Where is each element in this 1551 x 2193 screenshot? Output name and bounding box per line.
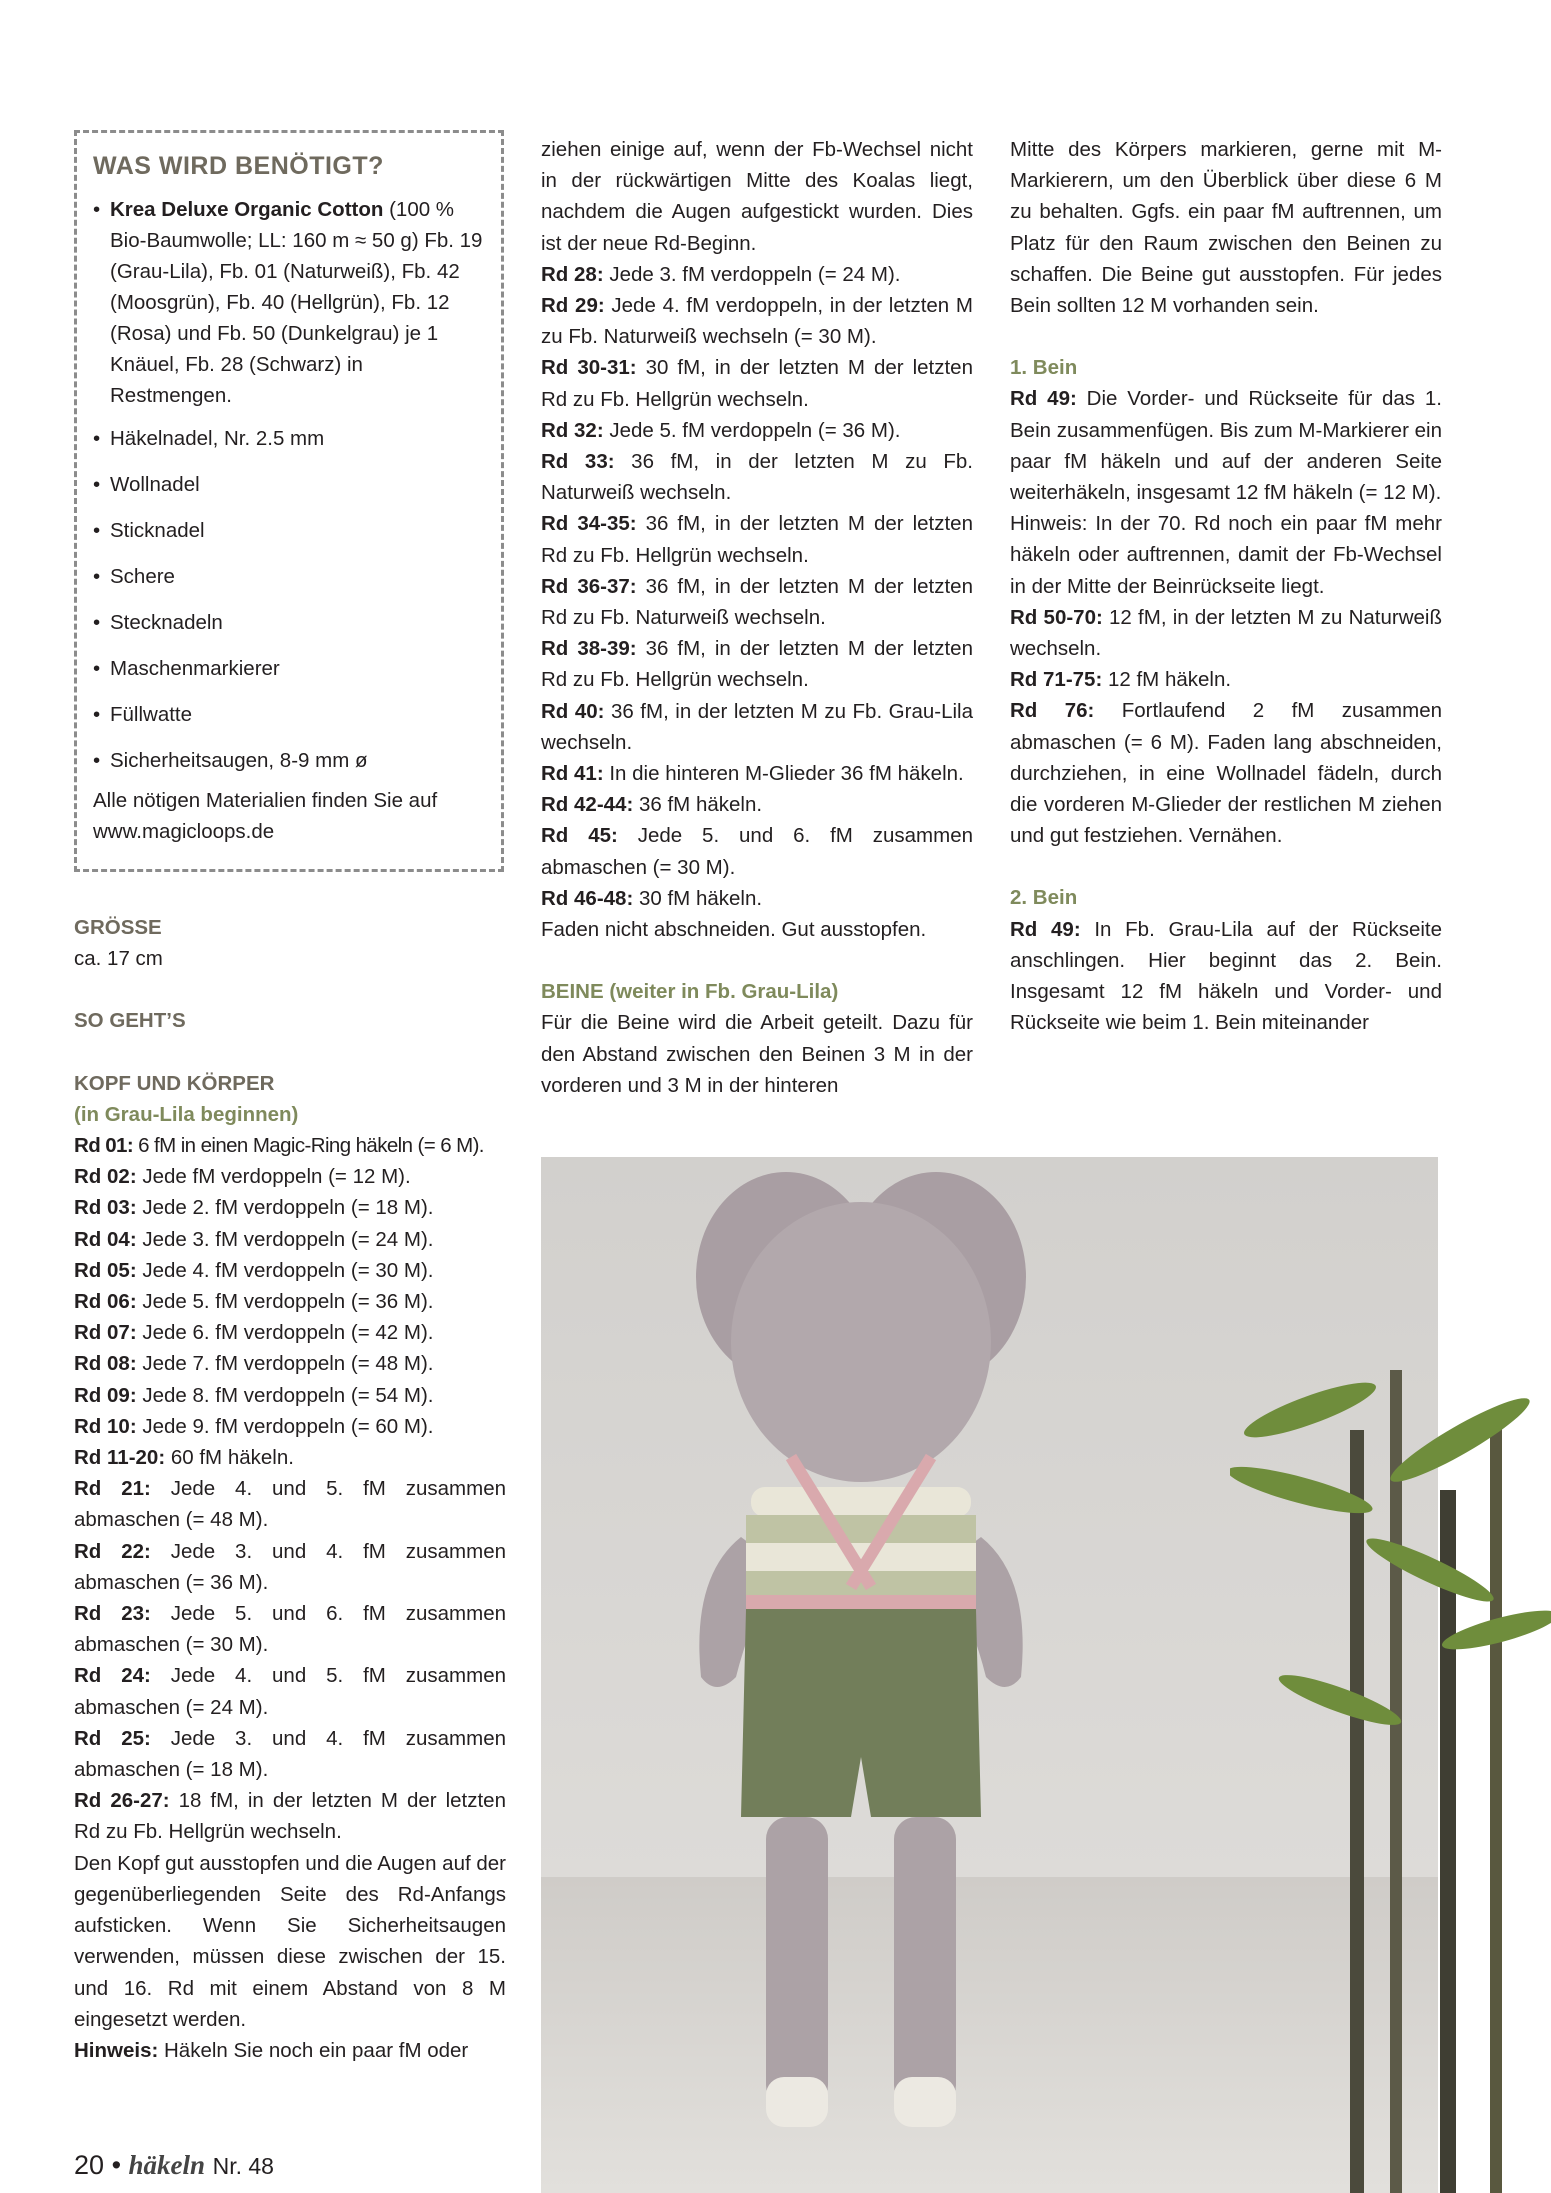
row-instruction: Rd 08: Jede 7. fM verdoppeln (= 48 M). [74, 1352, 434, 1376]
size-value: ca. 17 cm [74, 947, 163, 971]
continued-paragraph: ziehen einige auf, wenn der Fb-Wechsel nicht in der rückwärtigen Mitte des Koalas liegt, nachdem die Augen aufgestickt wurden. Dies ist der neue Rd-Beginn. [541, 138, 973, 255]
materials-item: • Sticknadel [93, 515, 487, 546]
issue-number: Nr. 48 [212, 2153, 274, 2179]
continued-paragraph: Mitte des Körpers markieren, gerne mit M-Markierern, um den Überblick über diese 6 M zu behalten. Ggfs. ein paar fM auftrennen, um Platz für den Raum zwischen den Beinen zu schaffen. Die Beine gut ausstopfen. Für jedes Bein sollten 12 M vorhanden sein. [1010, 138, 1442, 318]
row-instruction: Rd 45: Jede 5. und 6. fM zusammen abmaschen (= 30 M). [541, 824, 973, 879]
row-instruction: Rd 03: Jede 2. fM verdoppeln (= 18 M). [74, 1196, 434, 1220]
row-instruction: Rd 38-39: 36 fM, in der letzten M der letzten Rd zu Fb. Hellgrün wechseln. [541, 637, 973, 692]
magazine-name: häkeln [128, 2150, 206, 2180]
row-instruction: Rd 71-75: 12 fM häkeln. [1010, 668, 1232, 692]
section-heading-legs: BEINE (weiter in Fb. Grau-Lila) [541, 980, 839, 1004]
column-2 [541, 134, 973, 1101]
row-instruction: Rd 28: Jede 3. fM verdoppeln (= 24 M). [541, 262, 901, 286]
row-instruction: Rd 23: Jede 5. und 6. fM zusammen abmaschen (= 30 M). [74, 1602, 506, 1657]
row-instruction: Rd 06: Jede 5. fM verdoppeln (= 36 M). [74, 1290, 434, 1314]
page-footer [74, 2150, 274, 2181]
materials-item: • Sicherheitsaugen, 8-9 mm ø [93, 745, 487, 776]
legs-intro: Für die Beine wird die Arbeit geteilt. Dazu für den Abstand zwischen den Beinen 3 M in der vorderen und 3 M in der hinteren [541, 1011, 973, 1097]
row-instruction: Rd 41: In die hinteren M-Glieder 36 fM häkeln. [541, 762, 964, 786]
leg1-heading: 1. Bein [1010, 356, 1078, 380]
materials-item: • Stecknadeln [93, 607, 487, 638]
row-instruction: Rd 21: Jede 4. und 5. fM zusammen abmaschen (= 48 M). [74, 1477, 506, 1532]
column-3 [1010, 134, 1442, 1038]
row-instruction: Rd 10: Jede 9. fM verdoppeln (= 60 M). [74, 1414, 434, 1438]
section-heading-head-body: KOPF UND KÖRPER [74, 1071, 275, 1095]
materials-list [93, 194, 487, 776]
materials-box [74, 130, 504, 872]
row-instruction: Rd 32: Jede 5. fM verdoppeln (= 36 M). [541, 418, 901, 442]
row-instruction: Rd 40: 36 fM, in der letzten M zu Fb. Grau-Lila wechseln. [541, 699, 973, 754]
footer-bullet: • [111, 2150, 122, 2180]
row-instruction: Rd 02: Jede fM verdoppeln (= 12 M). [74, 1165, 411, 1189]
leg2-heading: 2. Bein [1010, 886, 1078, 910]
row-instruction: Rd 07: Jede 6. fM verdoppeln (= 42 M). [74, 1321, 434, 1345]
materials-item: • Häkelnadel, Nr. 2.5 mm [93, 423, 487, 454]
bamboo-illustration [1230, 1370, 1551, 2193]
row-instruction: Rd 30-31: 30 fM, in der letzten M der letzten Rd zu Fb. Hellgrün wechseln. [541, 356, 973, 411]
row-instruction: Rd 22: Jede 3. und 4. fM zusammen abmaschen (= 36 M). [74, 1539, 506, 1594]
row-instruction: Rd 04: Jede 3. fM verdoppeln (= 24 M). [74, 1227, 434, 1251]
size-heading: GRÖSSE [74, 916, 162, 939]
row-instruction: Rd 46-48: 30 fM häkeln. [541, 886, 763, 910]
row-instruction: Rd 11-20: 60 fM häkeln. [74, 1446, 294, 1470]
materials-item: • Füllwatte [93, 699, 487, 730]
yarn-brand: Krea Deluxe Organic Cotton [110, 198, 384, 221]
page-number: 20 [74, 2150, 105, 2180]
row-instruction: Rd 36-37: 36 fM, in der letzten M der letzten Rd zu Fb. Naturweiß wechseln. [541, 574, 973, 630]
materials-title: WAS WIRD BENÖTIGT? [93, 152, 384, 180]
column-1 [74, 912, 506, 2066]
hint-paragraph: Hinweis: Häkeln Sie noch ein paar fM oder [74, 2038, 469, 2062]
row-instruction: Rd 50-70: 12 fM, in der letzten M zu Naturweiß wechseln. [1010, 605, 1442, 661]
row-instruction: Rd 01: 6 fM in einen Magic-Ring häkeln (= 6 M). [74, 1134, 484, 1158]
row-instruction: Rd 29: Jede 4. fM verdoppeln, in der letzten M zu Fb. Naturweiß wechseln (= 30 M). [541, 294, 973, 349]
howto-heading: SO GEHT’S [74, 1009, 186, 1033]
materials-item: • Wollnadel [93, 469, 487, 500]
materials-item-yarn [93, 194, 487, 411]
row-instruction: Rd 33: 36 fM, in der letzten M zu Fb. Naturweiß wechseln. [541, 450, 973, 505]
leg1-hint: Hinweis: In der 70. Rd noch ein paar fM mehr häkeln oder auftrennen, damit der Fb-Wechsel in der Mitte der Beinrückseite liegt. [1010, 512, 1442, 598]
yarn-description: (100 % Bio-Baumwolle; LL: 160 m ≈ 50 g) Fb. 19 (Grau-Lila), Fb. 01 (Naturweiß), Fb. 42 (Moosgrün), Fb. 40 (Hellgrün), Fb. 12 (Rosa) und Fb. 50 (Dunkelgrau) je 1 Knäuel, Fb. 28 (Schwarz) in Restmengen. [110, 198, 483, 407]
row-instruction: Rd 05: Jede 4. fM verdoppeln (= 30 M). [74, 1258, 434, 1282]
eyes-paragraph: Den Kopf gut ausstopfen und die Augen auf der gegenüberliegenden Seite des Rd-Anfangs aufsticken. Wenn Sie Sicherheitsaugen verwenden, müssen diese zwischen der 15. und 16. Rd mit einem Abstand von 8 M eingesetzt werden. [74, 1851, 506, 2031]
row-instruction: Rd 26-27: 18 fM, in der letzten M der letzten Rd zu Fb. Hellgrün wechseln. [74, 1789, 506, 1844]
row-instruction: Rd 09: Jede 8. fM verdoppeln (= 54 M). [74, 1383, 434, 1407]
row-instruction: Rd 49: In Fb. Grau-Lila auf der Rückseite anschlingen. Hier beginnt das 2. Bein. Insgesamt 12 fM häkeln und Vorder- und Rückseite wie beim 1. Bein miteinander [1010, 917, 1442, 1035]
row-instruction: Rd 34-35: 36 fM, in der letzten M der letzten Rd zu Fb. Hellgrün wechseln. [541, 512, 973, 567]
row-instruction: Rd 76: Fortlaufend 2 fM zusammen abmaschen (= 6 M). Faden lang abschneiden, durchziehen, in eine Wollnadel fädeln, durch die vorderen M-Glieder der restlichen M ziehen und gut festziehen. Vernähen. [1010, 699, 1442, 848]
materials-note: Alle nötigen Materialien finden Sie auf www.magicloops.de [93, 789, 438, 843]
row-instruction: Rd 42-44: 36 fM häkeln. [541, 793, 763, 817]
end-note: Faden nicht abschneiden. Gut ausstopfen. [541, 918, 927, 942]
materials-item: • Schere [93, 561, 487, 592]
row-instruction: Rd 49: Die Vorder- und Rückseite für das 1. Bein zusammenfügen. Bis zum M-Markierer ein paar fM häkeln und auf der anderen Seite weiterhäkeln, insgesamt 12 fM häkeln (= 12 M). [1010, 387, 1443, 505]
section-subheading: (in Grau-Lila beginnen) [74, 1102, 299, 1126]
row-instruction: Rd 24: Jede 4. und 5. fM zusammen abmaschen (= 24 M). [74, 1664, 506, 1719]
row-instruction: Rd 25: Jede 3. und 4. fM zusammen abmaschen (= 18 M). [74, 1726, 506, 1782]
materials-item: • Maschenmarkierer [93, 653, 487, 684]
